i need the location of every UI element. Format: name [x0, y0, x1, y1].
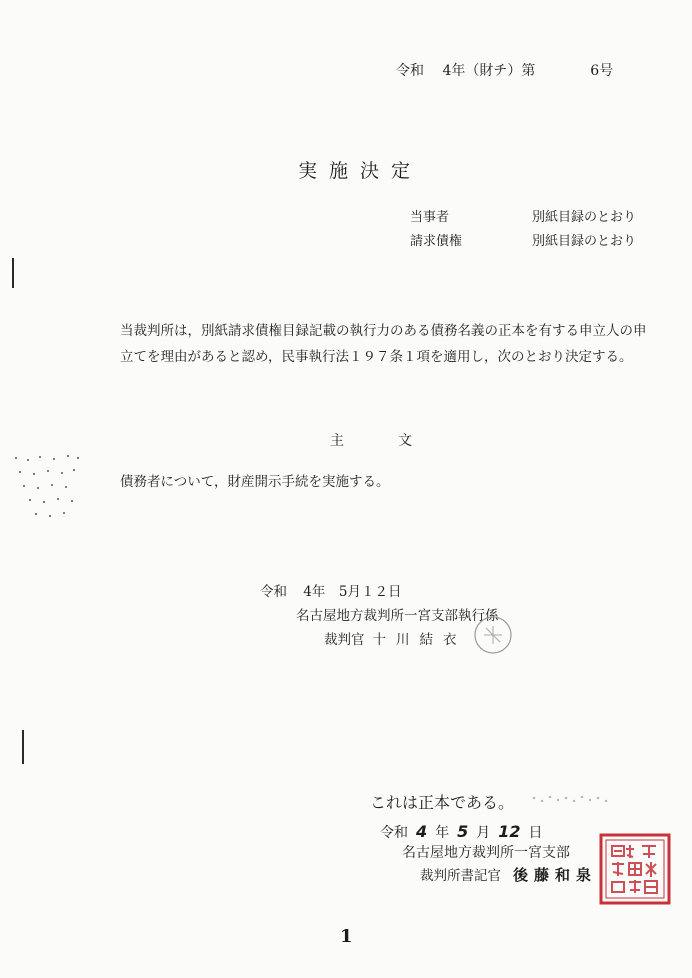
- party-value: 別紙目録のとおり: [532, 210, 637, 225]
- party-label: 請求債権: [410, 234, 463, 249]
- decision-date: [260, 580, 401, 600]
- case-number-line: [396, 60, 613, 80]
- clerk-line: [420, 864, 597, 885]
- scan-noise: [530, 792, 620, 808]
- party-row: [410, 206, 636, 230]
- case-number: 6号: [590, 63, 614, 79]
- shubun-heading: 主文: [330, 433, 466, 449]
- decision-date-value: 4年 5月１２日: [303, 584, 402, 600]
- cert-year-unit: 年: [435, 825, 450, 841]
- judge-title: 裁判官: [324, 632, 365, 648]
- decision-court: 名古屋地方裁判所一宮支部執行係: [296, 608, 499, 624]
- cert-day-unit: 日: [528, 825, 543, 841]
- certification-date: [380, 822, 543, 842]
- certification-court: 名古屋地方裁判所一宮支部: [402, 845, 570, 861]
- cert-era: 令和: [380, 825, 408, 841]
- party-value: 別紙目録のとおり: [532, 234, 637, 249]
- certification-statement: これは正本である。: [370, 793, 515, 812]
- case-year: 4年（財チ）第: [442, 63, 536, 79]
- document-title: 実施決定: [298, 160, 423, 182]
- case-era: 令和: [396, 63, 424, 79]
- clerk-title: 裁判所書記官: [420, 868, 501, 884]
- margin-mark: [22, 730, 24, 764]
- body-paragraph: 当裁判所は，別紙請求債権目録記載の執行力のある債務名義の正本を有する申立人の申立てを理由があると認め，民事執行法１９７条１項を適用し，次のとおり決定する。: [120, 323, 647, 365]
- party-row: [410, 230, 636, 254]
- cert-year: 4: [416, 822, 428, 841]
- judge-name: 十川結衣: [372, 632, 467, 648]
- parties-table: [410, 206, 636, 254]
- cert-month-unit: 月: [476, 825, 491, 841]
- official-seal-icon: [598, 832, 672, 906]
- scan-dots: [10, 450, 90, 525]
- page-number: 1: [340, 926, 353, 947]
- party-label: 当事者: [410, 210, 450, 225]
- judge-stamp-icon: [470, 612, 516, 658]
- judge-line: [324, 628, 467, 648]
- decision-era: 令和: [260, 584, 287, 600]
- margin-mark: [12, 258, 14, 288]
- cert-day: 12: [498, 822, 521, 841]
- cert-month: 5: [457, 822, 469, 841]
- order-text: 債務者について，財産開示手続を実施する。: [120, 474, 390, 490]
- clerk-name: 後藤和泉: [513, 866, 598, 884]
